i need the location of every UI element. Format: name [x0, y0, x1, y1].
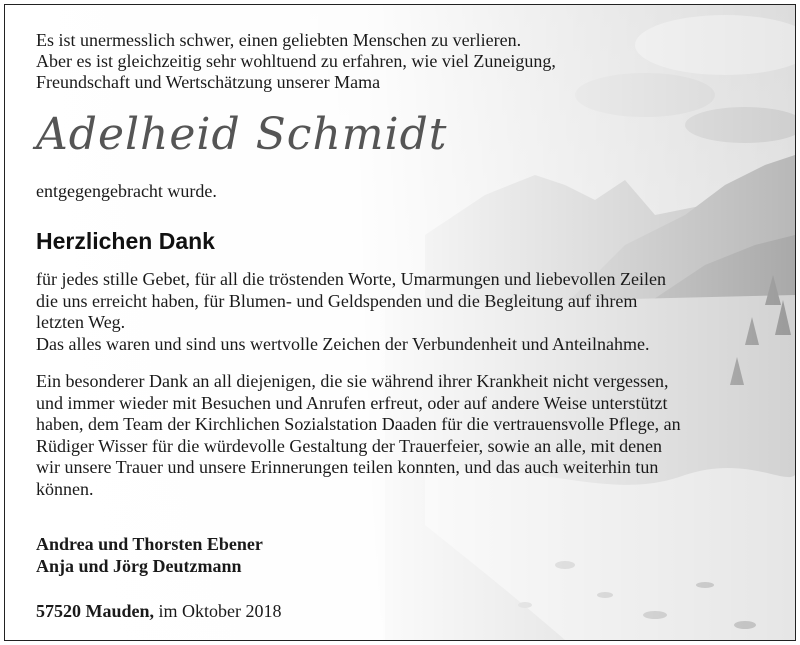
- paragraph-line: haben, dem Team der Kirchlichen Sozialstation Daaden für die vertrauensvolle Pflege, an: [36, 414, 681, 434]
- intro-line: Freundschaft und Wertschätzung unserer Mama: [36, 72, 381, 92]
- paragraph-line: Ein besonderer Dank an all diejenigen, die sie während ihrer Krankheit nicht vergessen,: [36, 371, 669, 391]
- paragraph-line: können.: [36, 478, 94, 499]
- place-date-line: [36, 601, 282, 623]
- paragraph-line: wir unsere Trauer und unsere Erinnerungen teilen konnten, und das auch weiterhin tun: [36, 457, 659, 477]
- place-text: 57520 Mauden,: [36, 601, 155, 621]
- special-thanks-paragraph: [36, 371, 776, 500]
- intro-line: Aber es ist gleichzeitig sehr wohltuend zu erfahren, wie viel Zuneigung,: [36, 51, 556, 71]
- obituary-card: [4, 4, 796, 641]
- signer-name: Andrea und Thorsten Ebener: [36, 534, 263, 554]
- paragraph-line: die uns erreicht haben, für Blumen- und Geldspenden und die Begleitung auf ihrem: [36, 290, 638, 311]
- thanks-paragraph: [36, 269, 756, 355]
- paragraph-line: und immer wieder mit Besuchen und Anrufen erfreut, oder auf andere Weise unterstützt: [36, 392, 668, 413]
- signer-name: Anja und Jörg Deutzmann: [36, 555, 242, 576]
- paragraph-line: für jedes stille Gebet, für all die tröstenden Worte, Umarmungen und liebevollen Zeilen: [36, 269, 667, 289]
- paragraph-line: Das alles waren und sind uns wertvolle Zeichen der Verbundenheit und Anteilnahme.: [36, 333, 650, 354]
- after-name-text: entgegengebracht wurde.: [36, 181, 217, 201]
- date-text: im Oktober 2018: [154, 601, 282, 621]
- signers-block: [36, 534, 263, 577]
- paragraph-line: Rüdiger Wisser für die würdevolle Gestaltung der Trauerfeier, sowie an alle, mit denen: [36, 435, 663, 456]
- paragraph-line: letzten Weg.: [36, 312, 126, 332]
- thanks-heading: Herzlichen Dank: [36, 228, 215, 254]
- deceased-name: Adelheid Schmidt: [36, 109, 448, 160]
- intro-text: [36, 30, 676, 93]
- intro-line: Es ist unermesslich schwer, einen geliebten Menschen zu verlieren.: [36, 30, 522, 50]
